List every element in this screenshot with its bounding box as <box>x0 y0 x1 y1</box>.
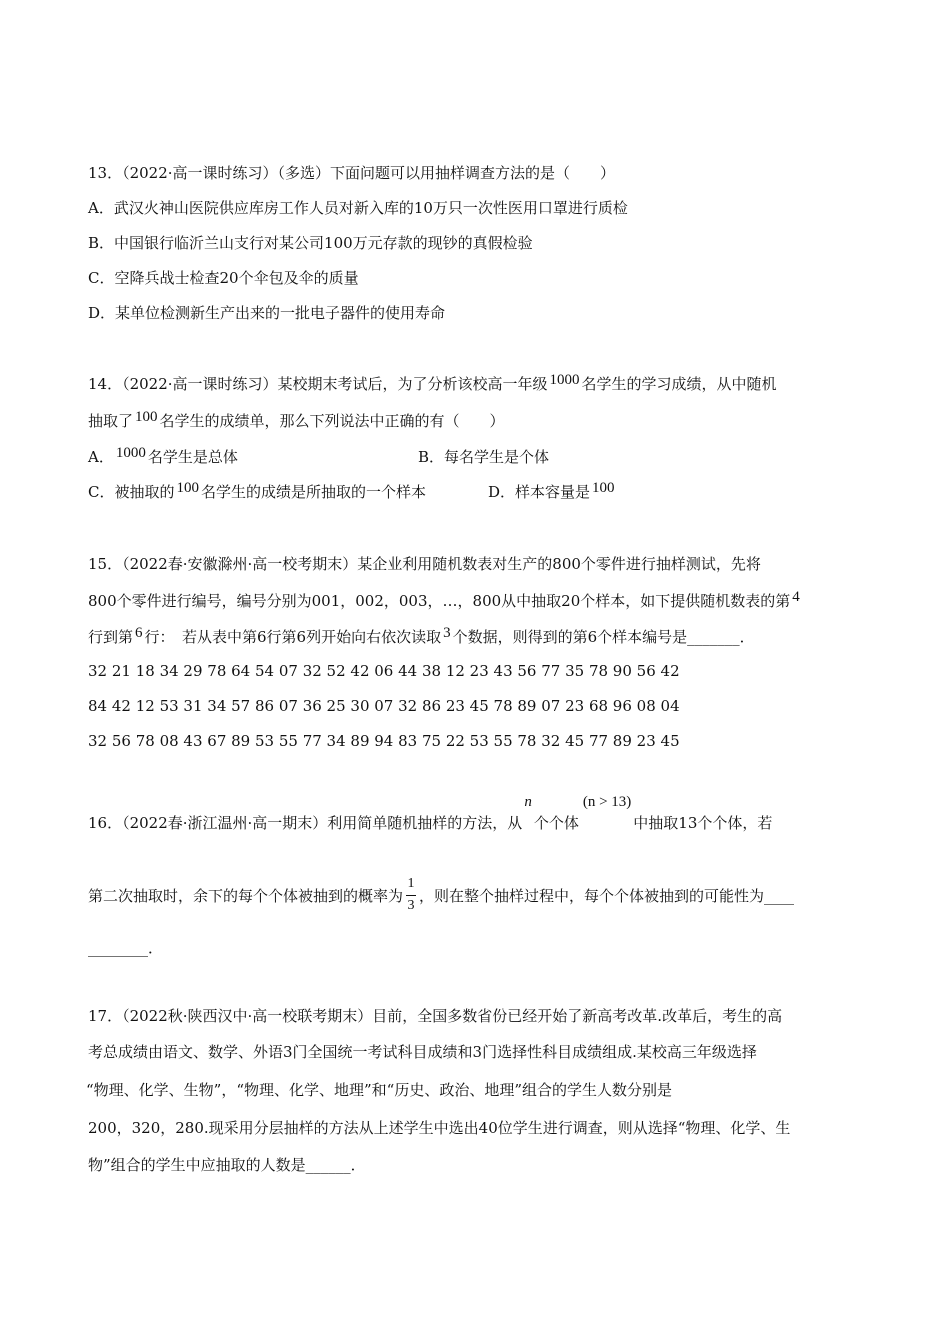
q15-text: 个数据，则得到的第6个样本编号是_______． <box>452 628 755 646</box>
q16-fraction <box>405 876 417 913</box>
q15-random-row-4: 32 21 18 34 29 78 64 54 07 32 52 42 06 44 38 12 23 43 56 77 35 78 90 56 42 <box>88 662 680 680</box>
q16-line1 <box>88 794 773 834</box>
q14-line2 <box>88 411 505 432</box>
q14-text: 名学生的成绩是所抽取的一个样本 <box>200 483 426 501</box>
q16-line3: ________． <box>88 939 164 957</box>
q17-line3: “物理、化学、生物”，“物理、化学、地理”和“历史、政治、地理”组合的学生人数分别是 <box>86 1081 673 1099</box>
q13-option-c: C．空降兵战士检查20个伞包及伞的质量 <box>88 269 359 287</box>
q17-line5: 物”组合的学生中应抽取的人数是______． <box>88 1156 366 1174</box>
q16-text: 中抽取13个个体，若 <box>633 814 773 832</box>
q16-var-n: n <box>524 794 532 810</box>
fraction-numerator: 1 <box>407 876 415 891</box>
q15-math: 6 <box>135 625 143 641</box>
q13-option-b: B．中国银行临沂兰山支行对某公司100万元存款的现钞的真假检验 <box>88 234 533 252</box>
q13-option-a: A．武汉火神山医院供应库房工作人员对新入库的10万只一次性医用口罩进行质检 <box>88 199 628 217</box>
q16-text: 第二次抽取时，余下的每个个体被抽到的概率为 <box>88 887 404 905</box>
q14-text: A． <box>88 448 114 466</box>
q15-line2 <box>88 591 802 612</box>
q14-text: D．样本容量是 <box>488 483 591 501</box>
q14-line1 <box>88 374 777 395</box>
q14-math: 1000 <box>115 445 146 461</box>
q15-math: 4 <box>792 589 800 605</box>
q16-text: 16．（2022春·浙江温州·高一期末）利用简单随机抽样的方法，从 <box>88 814 523 832</box>
q16-text: ，则在整个抽样过程中，每个个体被抽到的可能性为____ <box>419 887 795 905</box>
q14-math: 100 <box>592 480 615 496</box>
q15-text: 行： 若从表中第6行第6列开始向右依次读取 <box>144 628 442 646</box>
fraction-denominator: 3 <box>407 898 415 913</box>
q14-text: 抽取了 <box>88 412 134 430</box>
q14-option-c <box>88 482 426 503</box>
q15-line1: 15．（2022春·安徽滁州·高一校考期末）某企业利用随机数表对生产的800个零件进行抽样测试，先将 <box>88 555 761 573</box>
q16-line2 <box>88 876 795 913</box>
q14-option-b: B．每名学生是个体 <box>418 448 550 466</box>
q15-text: 行到第 <box>88 628 134 646</box>
q14-math: 100 <box>176 480 199 496</box>
q15-math: 3 <box>443 625 451 641</box>
q14-option-d <box>488 482 617 503</box>
q15-random-row-6: 32 56 78 08 43 67 89 53 55 77 34 89 94 83 75 22 53 55 78 32 45 77 89 23 45 <box>88 732 680 750</box>
q16-condition: (n > 13) <box>582 794 632 810</box>
q16-text: 个个体 <box>533 814 579 832</box>
q15-random-row-5: 84 42 12 53 31 34 57 86 07 36 25 30 07 32 86 23 45 78 89 07 23 68 96 08 04 <box>88 697 680 715</box>
fraction-bar <box>406 895 416 896</box>
q14-math: 1000 <box>549 372 580 388</box>
q17-line2: 考总成绩由语文、数学、外语3门全国统一考试科目成绩和3门选择性科目成绩组成.某校高三年级选择 <box>88 1043 757 1061</box>
q14-math: 100 <box>135 409 158 425</box>
q14-text: 名学生的成绩单，那么下列说法中正确的有（ ） <box>159 412 505 430</box>
q14-text: 14．（2022·高一课时练习）某校期末考试后，为了分析该校高一年级 <box>88 375 548 393</box>
q13-stem: 13．（2022·高一课时练习）（多选）下面问题可以用抽样调查方法的是（ ） <box>88 164 616 182</box>
q13-option-d: D．某单位检测新生产出来的一批电子器件的使用寿命 <box>88 304 446 322</box>
q15-text: 800个零件进行编号，编号分别为001，002，003，…，800从中抽取20个样本，如下提供随机数表的第 <box>88 592 791 610</box>
q17-line4: 200，320，280.现采用分层抽样的方法从上述学生中选出40位学生进行调查，则从选择“物理、化学、生 <box>88 1119 791 1137</box>
q17-line1: 17．（2022秋·陕西汉中·高一校联考期末）目前，全国多数省份已经开始了新高考改革.改革后，考生的高 <box>88 1007 783 1025</box>
q14-text: 名学生的学习成绩，从中随机 <box>581 375 777 393</box>
q15-line3 <box>88 627 755 648</box>
q14-text: 名学生是总体 <box>147 448 238 466</box>
q14-option-a <box>88 447 238 468</box>
q14-text: C．被抽取的 <box>88 483 175 501</box>
